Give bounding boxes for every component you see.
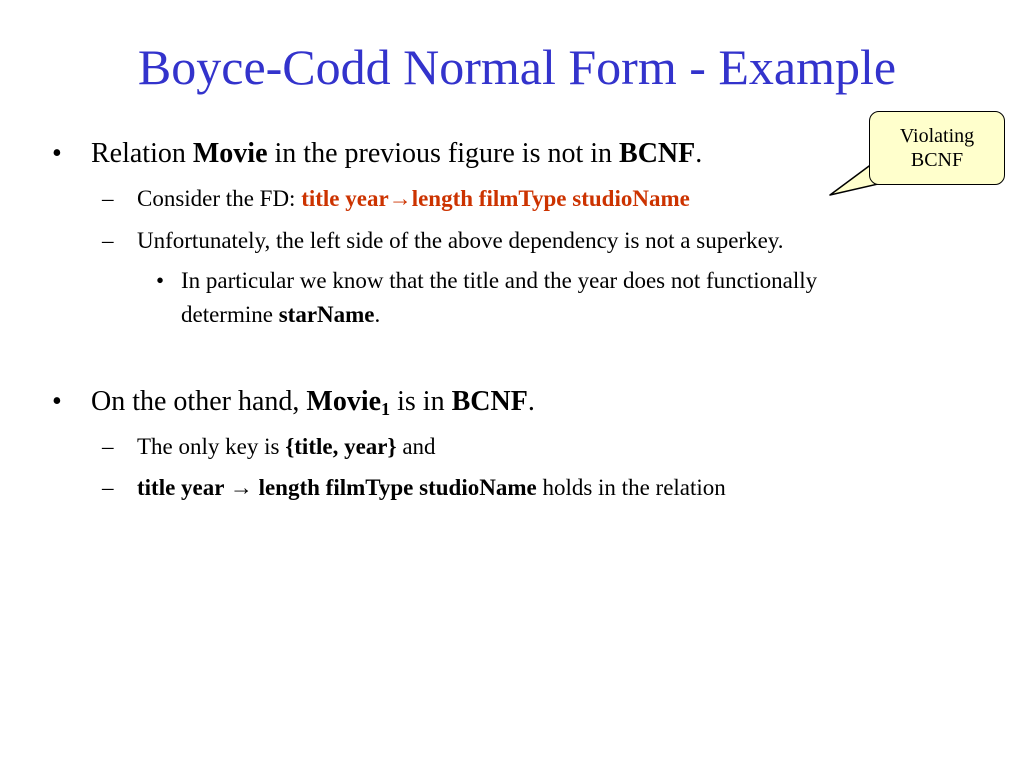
text: and bbox=[396, 434, 436, 459]
text: . bbox=[374, 302, 381, 327]
bullet-text bbox=[91, 386, 535, 420]
arrow-icon: → bbox=[388, 186, 412, 211]
subscript: 1 bbox=[381, 399, 391, 419]
text-bold: {title, year} bbox=[285, 434, 397, 459]
dash-marker: – bbox=[102, 228, 114, 253]
dash-marker: – bbox=[102, 475, 114, 500]
text-bold: BCNF bbox=[619, 138, 696, 169]
bullet-marker: • bbox=[156, 268, 165, 293]
fd-left-side: title year bbox=[301, 186, 389, 211]
callout-line-1: Violating bbox=[899, 125, 975, 147]
text-bold: starName bbox=[278, 302, 375, 327]
slide-title: Boyce-Codd Normal Form - Example bbox=[137, 39, 897, 95]
text: determine bbox=[181, 302, 279, 327]
text: . bbox=[695, 138, 703, 169]
bullet-text bbox=[91, 138, 702, 170]
callout-line-2: BCNF bbox=[910, 149, 964, 171]
text-line-2 bbox=[181, 302, 380, 328]
dash-marker: – bbox=[102, 434, 114, 459]
text: Consider the FD: bbox=[137, 186, 302, 211]
text: On the other hand, bbox=[91, 386, 307, 417]
dash-marker: – bbox=[102, 186, 114, 211]
bullet-marker: • bbox=[52, 138, 62, 169]
text: Relation bbox=[91, 138, 193, 169]
arrow-icon: → bbox=[229, 475, 253, 500]
fd-right-side: length filmType studioName bbox=[411, 186, 690, 211]
sub-bullet-text bbox=[137, 434, 436, 460]
text: in the previous figure is not in bbox=[267, 138, 620, 169]
text-bold: BCNF bbox=[451, 386, 528, 417]
text-bold: title year bbox=[137, 475, 230, 500]
text-bold: length filmType studioName bbox=[252, 475, 537, 500]
text: holds in the relation bbox=[536, 475, 726, 500]
sub-bullet-text: Unfortunately, the left side of the above dependency is not a superkey. bbox=[137, 228, 784, 253]
text: The only key is bbox=[137, 434, 286, 459]
text-line-1: In particular we know that the title and the year does not functionally bbox=[181, 268, 818, 293]
text: is in bbox=[390, 386, 452, 417]
sub-bullet-text bbox=[137, 475, 726, 501]
text-bold: Movie bbox=[306, 386, 382, 417]
bullet-marker: • bbox=[52, 386, 62, 417]
callout-violating-bcnf bbox=[869, 111, 1005, 185]
text-bold: Movie bbox=[192, 138, 268, 169]
sub-bullet-text bbox=[137, 186, 690, 212]
text: . bbox=[527, 386, 535, 417]
